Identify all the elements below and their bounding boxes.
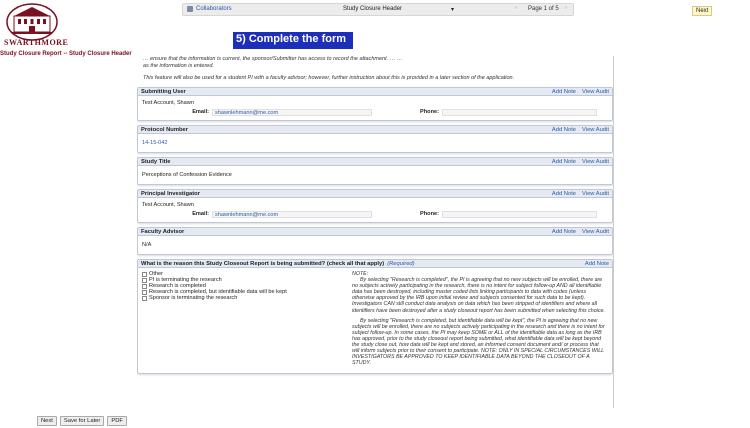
section-title: Study Title bbox=[141, 158, 171, 165]
user-name: Test Account, Shawn bbox=[142, 100, 194, 106]
study-title-value: Perceptions of Confession Evidence bbox=[142, 172, 232, 178]
section-principal-investigator bbox=[137, 189, 613, 223]
note-paragraph-2: By selecting "Research is completed, but identifiable data will be kept", the PI is agreeing that no new subjects will be enrolled, there are no subjects actively participating in the research and there is no intent for subject follow-up. In some cases, the PI may keep SOME or ALL of the identifiable data as long as the IRB has approved, prior to the study closeout report being submitted, what identifiable data will be kept beyond the study close out, how data will be kept and stored, an informed consent document and/ or process that will inform subjects prior to their consent to participate. NOTE: ONLY IN SPECIAL CIRCUMSTANCES WILL INVESTIGATORS BE APPROVED TO KEEP IDENTIFIABLE DATA BEYOND THE CLOSEOUT OF A STUDY. bbox=[352, 317, 605, 367]
email-label: Email: bbox=[192, 109, 209, 115]
logo-text: SWARTHMORE bbox=[4, 38, 69, 47]
people-icon bbox=[187, 6, 193, 12]
section-faculty-advisor bbox=[137, 227, 613, 255]
email-field: shawnlehmann@me.com bbox=[212, 211, 372, 218]
required-label: (Required) bbox=[387, 260, 415, 267]
view-audit-link[interactable]: View Audit bbox=[582, 126, 609, 133]
checkbox[interactable] bbox=[142, 278, 147, 283]
section-study-title bbox=[137, 157, 613, 185]
checkbox[interactable] bbox=[142, 272, 147, 277]
page-indicator: Page 1 of 5 bbox=[528, 6, 559, 12]
checkbox-completed-data-kept[interactable]: Research is completed, but identifiable data will be kept bbox=[142, 289, 352, 295]
prev-page-icon[interactable]: ‹ bbox=[515, 5, 517, 11]
footer-buttons bbox=[37, 416, 127, 426]
intro-line-3: This feature will also be used for a student PI with a faculty advisor; however, further instruction about this is provided in a later section of the application. bbox=[143, 75, 515, 81]
next-page-icon[interactable]: › bbox=[565, 5, 567, 11]
checkbox-pi-terminating[interactable]: PI is terminating the research bbox=[142, 277, 352, 283]
note-paragraph-1: By selecting "Research is completed", the PI is agreeing that no new subjects will be enrolled, there are no subjects actively participating in the research, there is no intent for subject follow-up AND all identifiable data has been destroyed, including master coded lists linking participants to data with codes (unless otherwise approved by the IRB upon initial review and subjects consented for such data to be kept). Investigators CAN still conduct data analysis on data which has been stripped of identifiers and where all identifiers have been destroyed after a study closeout report has been submitted when selecting this choice. bbox=[352, 277, 605, 314]
add-note-link[interactable]: Add Note bbox=[551, 190, 577, 197]
collaborators-label: Collaborators bbox=[196, 6, 232, 12]
reason-note bbox=[352, 271, 607, 370]
phone-label: Phone: bbox=[420, 109, 439, 115]
intro-text bbox=[137, 56, 613, 82]
phone-label: Phone: bbox=[420, 211, 439, 217]
email-label: Email: bbox=[192, 211, 209, 217]
faculty-advisor-value: N/A bbox=[142, 242, 152, 248]
breadcrumb: Study Closure Report -- Study Closure Header bbox=[0, 51, 132, 57]
phone-field bbox=[442, 211, 597, 218]
checkbox-sponsor-terminating[interactable]: Sponsor is terminating the research bbox=[142, 295, 352, 301]
add-note-link[interactable]: Add Note bbox=[551, 88, 577, 95]
section-closeout-reason bbox=[137, 259, 613, 374]
swarthmore-logo bbox=[6, 2, 58, 42]
email-field: shawnlehmann@me.com bbox=[212, 109, 372, 116]
section-select[interactable]: Study Closure Header bbox=[343, 6, 403, 12]
form-scroll-area[interactable] bbox=[137, 56, 614, 408]
view-audit-link[interactable]: View Audit bbox=[582, 190, 609, 197]
checkbox-other[interactable]: Other bbox=[142, 271, 352, 277]
view-audit-link[interactable]: View Audit bbox=[582, 228, 609, 235]
phone-field bbox=[442, 109, 597, 116]
save-for-later-button[interactable]: Save for Later bbox=[60, 416, 104, 426]
protocol-number-value: 14-15-042 bbox=[142, 140, 168, 146]
section-title: Faculty Advisor bbox=[141, 228, 185, 235]
reason-checkbox-list bbox=[142, 271, 352, 370]
pi-name: Test Account, Shawn bbox=[142, 202, 194, 208]
add-note-link[interactable]: Add Note bbox=[551, 228, 577, 235]
collaborators-link[interactable] bbox=[187, 6, 232, 12]
section-submitting-user bbox=[137, 87, 613, 121]
chevron-down-icon[interactable]: ▾ bbox=[451, 7, 455, 13]
intro-line-1: … ensure that the information is current, the sponsor/Submitter has access to record the attachment. … … as the information is entered. bbox=[143, 56, 403, 69]
checkbox-research-completed[interactable]: Research is completed bbox=[142, 283, 352, 289]
form-toolbar bbox=[182, 3, 574, 16]
section-protocol-number bbox=[137, 125, 613, 153]
checkbox[interactable] bbox=[142, 284, 147, 289]
add-note-link[interactable]: Add Note bbox=[551, 126, 577, 133]
section-title: What is the reason this Study Closeout Report is being submitted? (check all that apply) (Required) bbox=[141, 260, 415, 267]
section-title: Submitting User bbox=[141, 88, 186, 95]
next-button[interactable]: Next bbox=[37, 416, 57, 426]
add-note-link[interactable]: Add Note bbox=[551, 158, 577, 165]
checkbox[interactable] bbox=[142, 290, 147, 295]
instruction-banner: 5) Complete the form bbox=[233, 32, 353, 49]
section-title: Principal Investigator bbox=[141, 190, 200, 197]
view-audit-link[interactable]: View Audit bbox=[582, 158, 609, 165]
next-button-top[interactable]: Next bbox=[692, 6, 712, 16]
add-note-link[interactable]: Add Note bbox=[584, 260, 609, 267]
pdf-button[interactable]: PDF bbox=[107, 416, 127, 426]
section-title: Protocol Number bbox=[141, 126, 189, 133]
view-audit-link[interactable]: View Audit bbox=[582, 88, 609, 95]
checkbox[interactable] bbox=[142, 296, 147, 301]
note-heading: NOTE: bbox=[352, 271, 369, 277]
